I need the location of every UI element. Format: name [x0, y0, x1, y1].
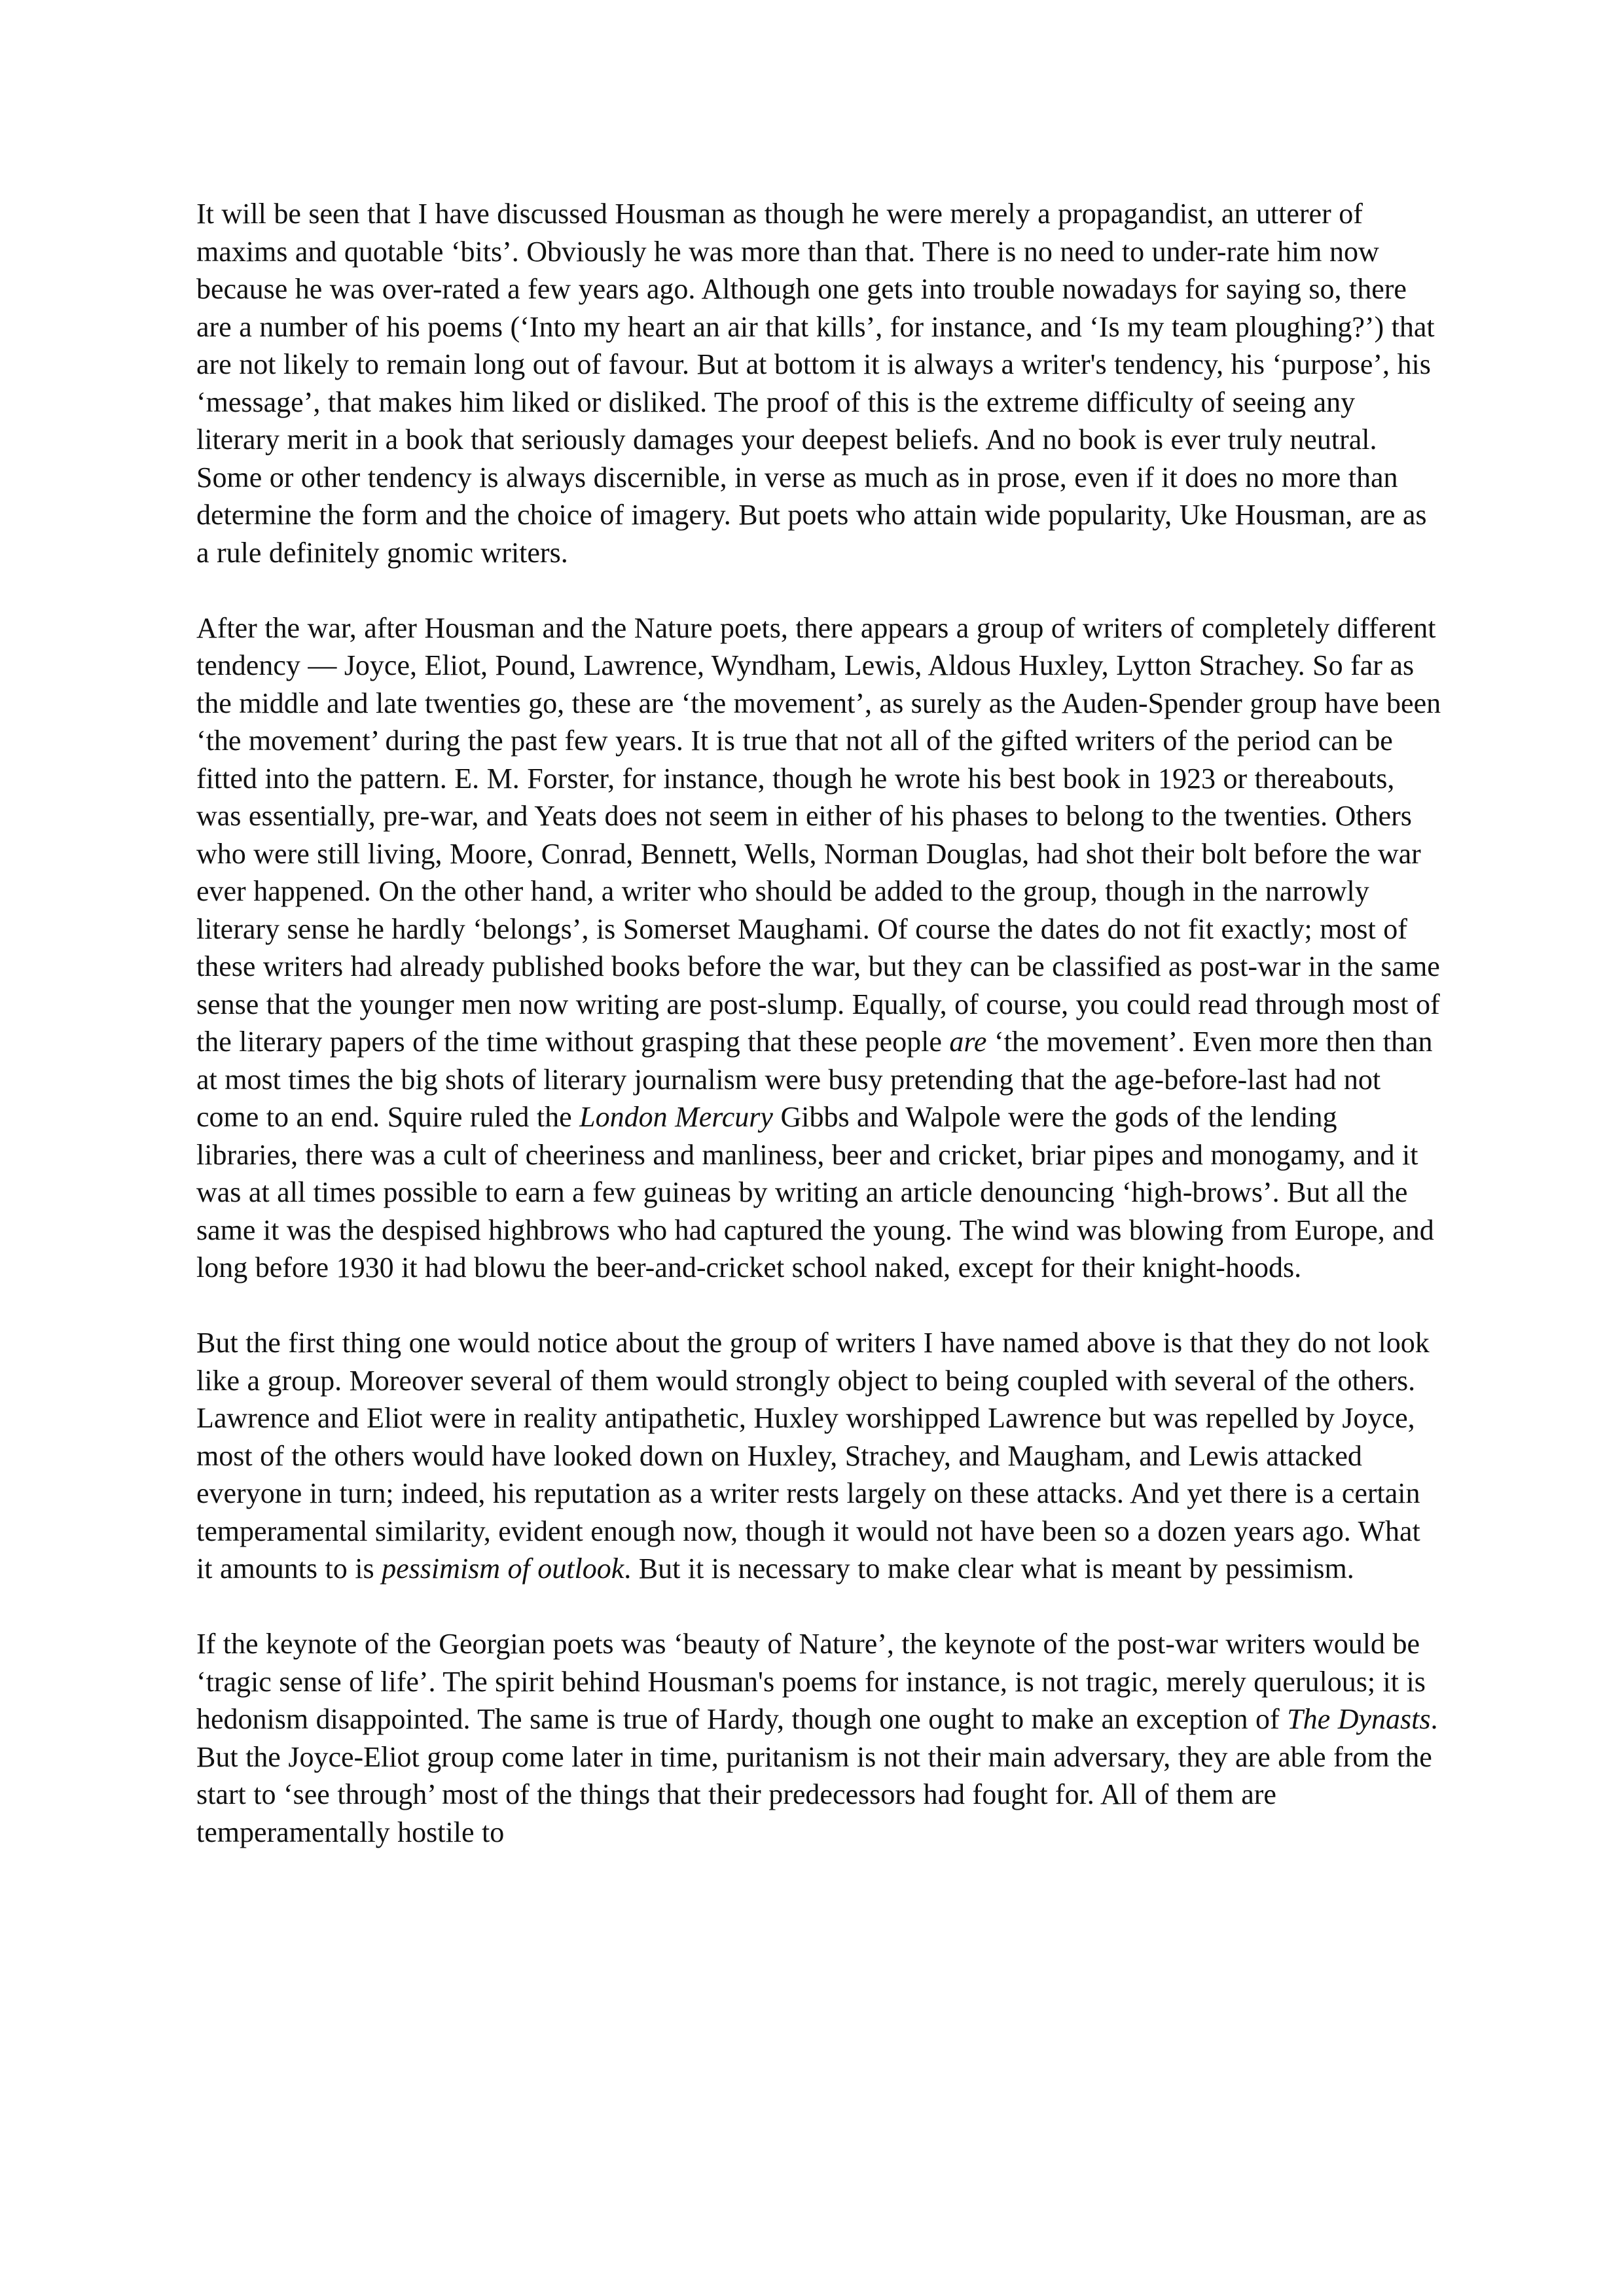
text-segment: . But it is necessary to make clear what is meant by pessimism. [624, 1552, 1354, 1585]
text-segment: Gibbs and Walpole were the gods of the lending libraries, there was a cult of cheeriness and manliness, beer and cricket, briar pipes and monogamy, and it was at all times possible to earn a few guineas by writing an article denouncing ‘high-brows’. But all the same it was the despised highbrows who had captured the young. The wind was blowing from Europe, and long before 1930 it had blowu the beer-and-cricket school naked, except for their knight-hoods. [196, 1101, 1434, 1283]
text-segment: After the war, after Housman and the Nature poets, there appears a group of writers of completely different tendency — Joyce, Eliot, Pound, Lawrence, Wyndham, Lewis, Aldous Huxley, Lytton Strachey. So far as the middle and late twenties go, these are ‘the movement’, as surely as the Auden-Spender group have been ‘the movement’ during the past few years. It is true that not all of the gifted writers of the period can be fitted into the pattern. E. M. Forster, for instance, though he wrote his best book in 1923 or thereabouts, was essentially, pre-war, and Yeats does not seem in either of his phases to belong to the twenties. Others who were still living, Moore, Conrad, Bennett, Wells, Norman Douglas, had shot their bolt before the war ever happened. On the other hand, a writer who should be added to the group, though in the narrowly literary sense he hardly ‘belongs’, is Somerset Maughami. Of course the dates do not fit exactly; most of these writers had already published books before the war, but they can be classified as post-war in the same sense that the younger men now writing are post-slump. Equally, of course, you could read through most of the literary papers of the time without grasping that these people [196, 611, 1441, 1058]
paragraph-housman [196, 195, 1443, 571]
document-page [196, 195, 1443, 1851]
text-segment: . But the Joyce-Eliot group come later in time, puritanism is not their main adversary, they are able from the start to ‘see through’ most of the things that their predecessors had fought for. All of them are temperamentally hostile to [196, 1703, 1438, 1848]
paragraph-pessimism [196, 1324, 1443, 1588]
text-segment: If the keynote of the Georgian poets was ‘beauty of Nature’, the keynote of the post-war writers would be ‘tragic sense of life’. The spirit behind Housman's poems for instance, is not tragic, merely querulous; it is hedonism disappointed. The same is true of Hardy, though one ought to make an exception of [196, 1628, 1426, 1735]
text-segment: It will be seen that I have discussed Housman as though he were merely a propagandist, an utterer of maxims and quotable ‘bits’. Obviously he was more than that. There is no need to under-rate him now because he was over-rated a few years ago. Although one gets into trouble nowadays for saying so, there are a number of his poems (‘Into my heart an air that kills’, for instance, and ‘Is my team ploughing?’) that are not likely to remain long out of favour. But at bottom it is always a writer's tendency, his ‘purpose’, his ‘message’, that makes him liked or disliked. The proof of this is the extreme difficulty of seeing any literary merit in a book that seriously damages your deepest beliefs. And no book is ever truly neutral. Some or other tendency is always discernible, in verse as much as in prose, even if it does no more than determine the form and the choice of imagery. But poets who attain wide popularity, Uke Housman, are as a rule definitely gnomic writers. [196, 198, 1435, 569]
text-segment: ‘the movement’. Even more then than at most times the big shots of literary journalism were busy pretending that the age-before-last had not come to an end. Squire ruled the [196, 1026, 1433, 1133]
paragraph-post-war-group [196, 609, 1443, 1287]
italic-segment: London Mercury [579, 1101, 773, 1133]
paragraph-tragic-sense [196, 1625, 1443, 1851]
text-segment: But the first thing one would notice about the group of writers I have named above is that they do not look like a group. Moreover several of them would strongly object to being coupled with several of the others. Lawrence and Eliot were in reality antipathetic, Huxley worshipped Lawrence but was repelled by Joyce, most of the others would have looked down on Huxley, Strachey, and Maugham, and Lewis attacked everyone in turn; indeed, his reputation as a writer rests largely on these attacks. And yet there is a certain temperamental similarity, evident enough now, though it would not have been so a dozen years ago. What it amounts to is [196, 1327, 1430, 1585]
italic-segment: The Dynasts [1287, 1703, 1431, 1735]
italic-segment: pessimism of outlook [382, 1552, 624, 1585]
italic-segment: are [949, 1026, 987, 1058]
